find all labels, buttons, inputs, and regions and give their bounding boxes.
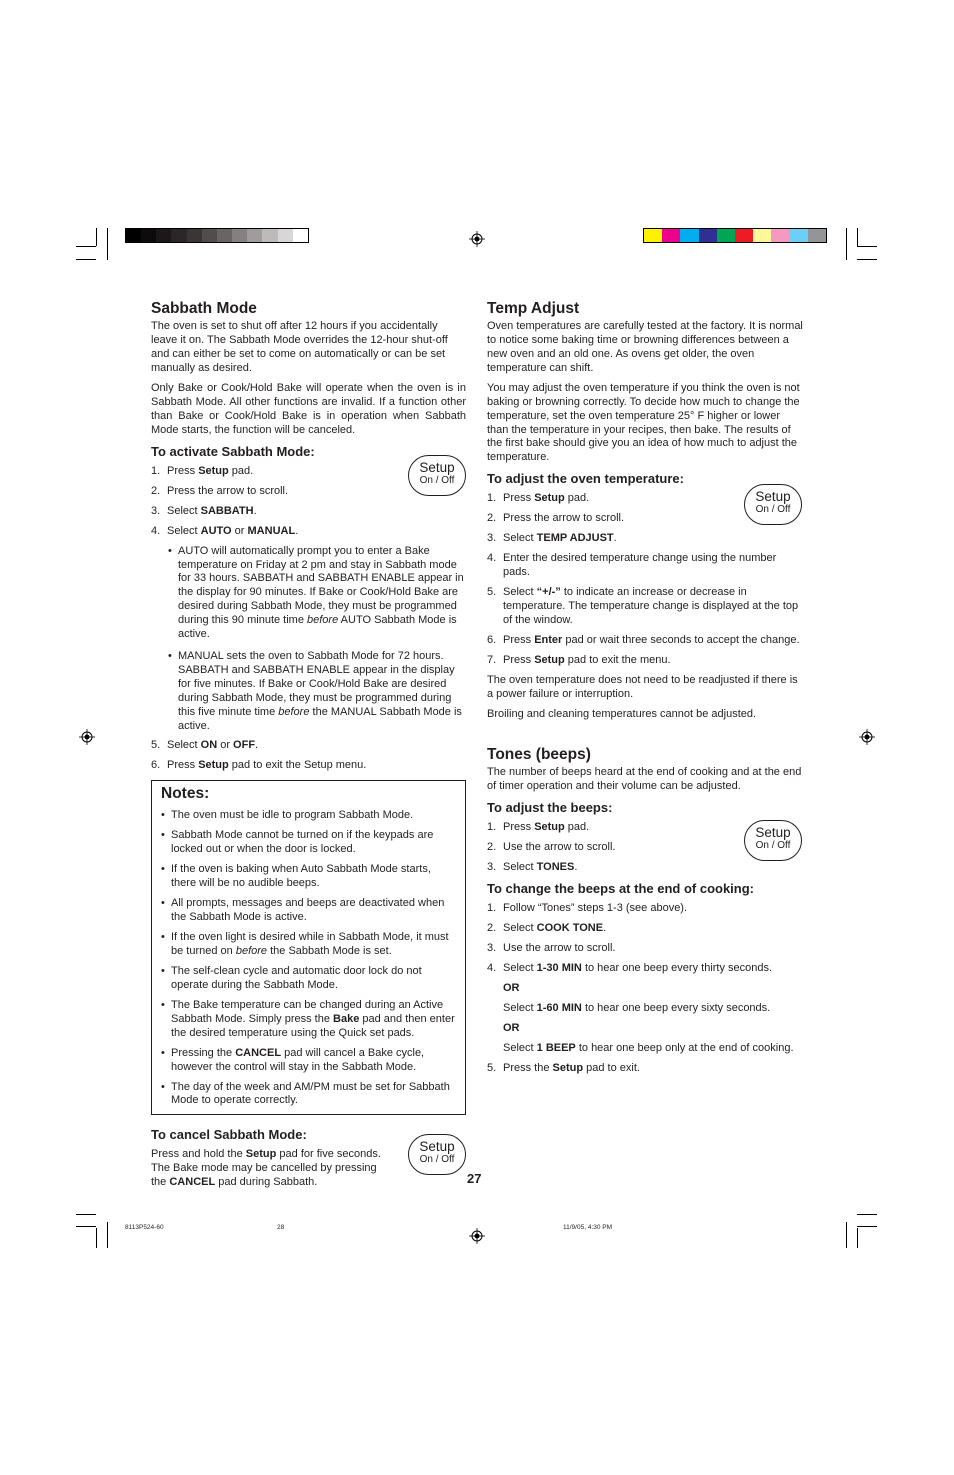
notes-title: Notes:	[161, 785, 210, 803]
color-swatch	[156, 229, 171, 242]
list-item: • The oven must be idle to program Sabbath Mode.	[171, 809, 455, 823]
list-item: 5. Select “+/-” to indicate an increase or decrease in temperature. The temperature change is displayed at the top of the window.	[487, 586, 799, 627]
color-swatch	[808, 229, 826, 242]
crop-mark	[857, 1214, 877, 1215]
list-item: 5. Press the Setup pad to exit.	[487, 1062, 640, 1075]
color-swatch	[141, 229, 156, 242]
crop-mark	[846, 228, 847, 260]
list-item: • Sabbath Mode cannot be turned on if the keypads are locked out or when the door is locked.	[171, 829, 455, 857]
color-swatch	[699, 229, 717, 242]
list-item: 4. Select AUTO or MANUAL.	[151, 524, 299, 537]
list-item: • Pressing the CANCEL pad will cancel a Bake cycle, however the control will stay in the Sabbath Mode.	[171, 1047, 455, 1075]
paragraph: Press and hold the Setup pad for five seconds. The Bake mode may be cancelled by pressing the CANCEL pad during Sabbath.	[151, 1148, 381, 1189]
list-item: • All prompts, messages and beeps are deactivated when the Sabbath Mode is active.	[171, 897, 455, 925]
crop-mark	[857, 259, 877, 260]
list-item: 1. Press Setup pad.	[487, 492, 590, 505]
list-item: • The Bake temperature can be changed during an Active Sabbath Mode. Simply press the Bake pad and then enter the desired temperature using the Quick set pads.	[171, 999, 455, 1041]
activate-heading: To activate Sabbath Mode:	[151, 443, 315, 459]
list-item: Select 1-60 MIN to hear one beep every sixty seconds.	[503, 1002, 771, 1015]
paragraph: Broiling and cleaning temperatures cannot be adjusted.	[487, 708, 757, 721]
left-column	[151, 300, 466, 1196]
paragraph: The oven is set to shut off after 12 hours if you accidentally leave it on. The Sabbath Mode overrides the 12-hour shut-off and can either be set to come on automatically or can be set manually as desired.	[151, 320, 448, 374]
paragraph: The oven temperature does not need to be readjusted if there is a power failure or interruption.	[487, 674, 798, 701]
crop-mark	[96, 228, 97, 246]
color-swatch	[126, 229, 141, 242]
color-swatch	[753, 229, 771, 242]
crop-mark	[76, 1226, 96, 1227]
temp-adjust-title: Temp Adjust	[487, 300, 580, 317]
list-item: 4. Enter the desired temperature change using the number pads.	[487, 552, 777, 579]
tones-title: Tones (beeps)	[487, 746, 591, 764]
list-item: 3. Select SABBATH.	[151, 504, 257, 517]
list-item: 2. Select COOK TONE.	[487, 922, 607, 935]
list-item: 2. Press the arrow to scroll.	[151, 484, 289, 497]
or-label: OR	[503, 1022, 520, 1035]
right-column	[487, 300, 803, 1082]
list-item: 2. Press the arrow to scroll.	[487, 512, 625, 525]
list-item: • If the oven light is desired while in Sabbath Mode, it must be turned on before the Sabbath Mode is set.	[171, 931, 455, 959]
activate-steps-cont	[151, 739, 466, 773]
color-swatch	[202, 229, 217, 242]
list-item: Select 1 BEEP to hear one beep only at the end of cooking.	[503, 1042, 794, 1055]
adjust-beeps-heading: To adjust the beeps:	[487, 800, 613, 816]
footer-page: 28	[277, 1224, 285, 1231]
color-swatch	[662, 229, 680, 242]
setup-pad-icon: Setup On / Off	[408, 455, 466, 496]
list-item: 3. Use the arrow to scroll.	[487, 942, 616, 955]
registration-target-icon	[469, 1228, 485, 1244]
color-bar	[643, 228, 827, 243]
paragraph: Only Bake or Cook/Hold Bake will operate when the oven is in Sabbath Mode. All other functions are invalid. If a function other than Bake or Cook/Hold Bake is in operation when Sabbath Mode starts, the function will be canceled.	[151, 381, 466, 436]
grayscale-bar	[125, 228, 309, 243]
color-swatch	[232, 229, 247, 242]
notes-box	[151, 780, 466, 1115]
list-item: • The self-clean cycle and automatic door lock do not operate during the Sabbath Mode.	[171, 965, 455, 993]
temp-adjust-heading: To adjust the oven temperature:	[487, 471, 684, 487]
list-item: 1. Follow “Tones” steps 1-3 (see above).	[487, 902, 688, 915]
color-swatch	[262, 229, 277, 242]
color-swatch	[735, 229, 753, 242]
crop-mark	[107, 1222, 108, 1248]
cancel-heading: To cancel Sabbath Mode:	[151, 1127, 307, 1143]
crop-mark	[846, 1222, 847, 1248]
crop-mark	[857, 228, 858, 246]
setup-pad-icon: Setup On / Off	[744, 484, 802, 525]
crop-mark	[857, 1226, 877, 1227]
list-item: 5. Select ON or OFF.	[151, 739, 259, 752]
color-swatch	[771, 229, 789, 242]
footer-date: 11/9/05, 4:30 PM	[563, 1224, 613, 1231]
notes-list	[161, 809, 455, 1108]
color-swatch	[644, 229, 662, 242]
list-item: 2. Use the arrow to scroll.	[487, 841, 616, 854]
paragraph: You may adjust the oven temperature if you think the oven is not baking or browning correctly. To decide how much to change the temperature, set the oven temperature 25° F higher or lower than the temperature in your recipes, then bake. The results of the first bake should give you an idea of how much to adjust the temperature.	[487, 381, 800, 464]
list-item: 6. Press Setup pad to exit the Setup menu.	[151, 759, 367, 772]
registration-target-icon	[79, 729, 95, 745]
sabbath-mode-title: Sabbath Mode	[151, 300, 257, 317]
color-swatch	[217, 229, 232, 242]
list-item: 3. Select TONES.	[487, 861, 578, 874]
crop-mark	[857, 246, 877, 247]
page-number: 27	[467, 1171, 482, 1186]
color-swatch	[278, 229, 293, 242]
color-swatch	[717, 229, 735, 242]
list-item: 3. Select TEMP ADJUST.	[487, 532, 617, 545]
registration-target-icon	[859, 729, 875, 745]
list-item: 1. Press Setup pad.	[151, 464, 254, 477]
list-item: 6. Press Enter pad or wait three seconds to accept the change.	[487, 634, 800, 647]
color-swatch	[187, 229, 202, 242]
crop-mark	[96, 1228, 97, 1248]
list-item: • The day of the week and AM/PM must be set for Sabbath Mode to operate correctly.	[171, 1081, 455, 1109]
or-label: OR	[503, 982, 520, 995]
list-item: 4. Select 1-30 MIN to hear one beep every thirty seconds.	[487, 962, 773, 975]
list-item: • MANUAL sets the oven to Sabbath Mode for 72 hours. SABBATH and SABBATH ENABLE appear in the display for five minutes. If Bake or Cook/Hold Bake are desired during Sabbath Mode, they must be programmed during this five minute time before the MANUAL Sabbath Mode is active.	[178, 650, 466, 733]
color-swatch	[247, 229, 262, 242]
list-item: • AUTO will automatically prompt you to enter a Bake temperature on Friday at 2 pm and stay in Sabbath mode for 33 hours. SABBATH and SABBATH ENABLE appear in the display for 90 minutes. If Bake or Cook/Hold Bake are desired during Sabbath Mode, they must be programmed during this 90 minute time before AUTO Sabbath Mode is active.	[178, 545, 466, 642]
paragraph: Oven temperatures are carefully tested at the factory. It is normal to notice some baking time or browning differences between a new oven and an old one. As ovens get older, the oven temperature can shift.	[487, 320, 803, 374]
footer-file: 8113P524-60	[125, 1224, 164, 1231]
setup-pad-icon: Setup On / Off	[744, 820, 802, 861]
end-steps	[487, 902, 803, 976]
paragraph: The number of beeps heard at the end of cooking and at the end of timer operation and their volume can be adjusted.	[487, 766, 802, 792]
crop-mark	[107, 228, 108, 260]
crop-mark	[76, 1214, 96, 1215]
setup-pad-icon: Setup On / Off	[408, 1134, 466, 1175]
end-steps-cont	[487, 1062, 803, 1076]
mode-bullets	[151, 545, 466, 734]
color-swatch	[680, 229, 698, 242]
end-beeps-heading: To change the beeps at the end of cooking:	[487, 881, 755, 897]
list-item: • If the oven is baking when Auto Sabbath Mode starts, there will be no audible beeps.	[171, 863, 455, 891]
color-swatch	[293, 229, 308, 242]
registration-target-icon	[469, 231, 485, 247]
crop-mark	[857, 1228, 858, 1248]
list-item: 7. Press Setup pad to exit the menu.	[487, 654, 671, 667]
list-item: 1. Press Setup pad.	[487, 821, 590, 834]
color-swatch	[171, 229, 186, 242]
color-swatch	[790, 229, 808, 242]
crop-mark	[76, 259, 96, 260]
crop-mark	[76, 246, 96, 247]
